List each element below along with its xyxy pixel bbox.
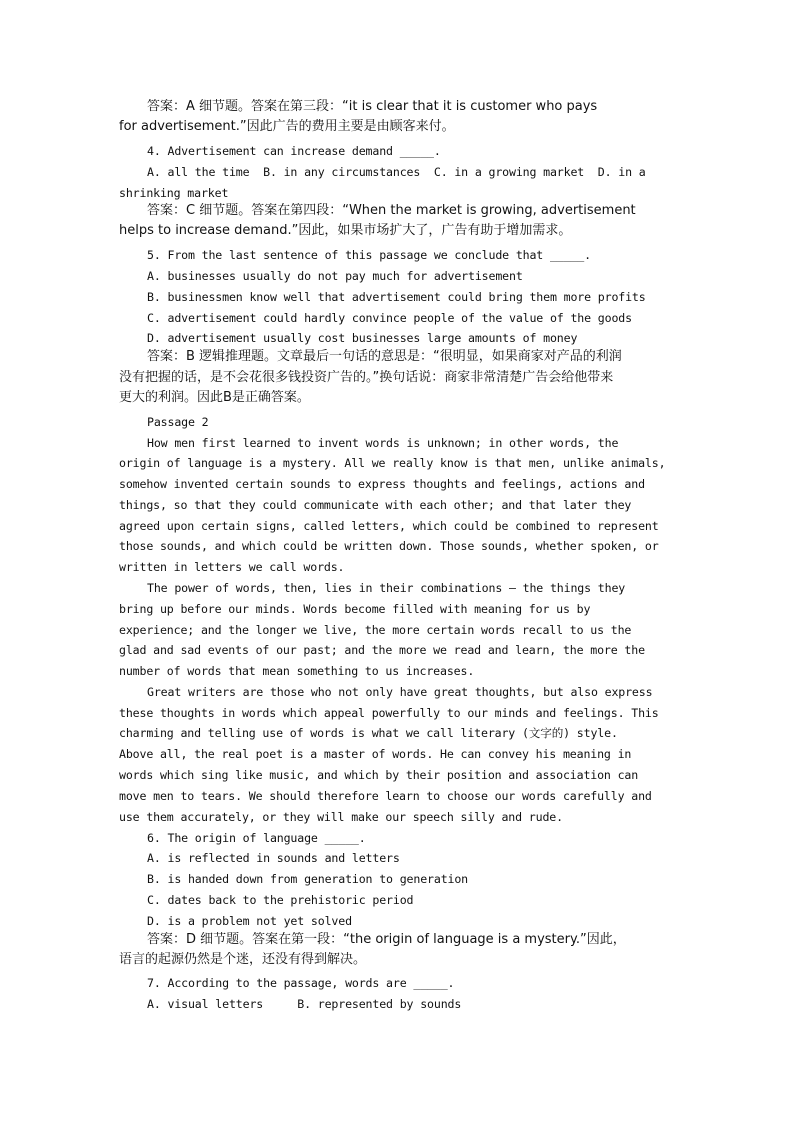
question-4: 4. Advertisement can increase demand _____. <box>147 144 441 158</box>
question-6-option-d: D. is a problem not yet solved <box>147 914 352 928</box>
passage-2-title: Passage 2 <box>147 415 209 429</box>
answer-6-line-1: 答案：D 细节题。答案在第一段：“the origin of language is a mystery.”因此， <box>147 932 626 947</box>
paragraph-2-line-2: bring up before our minds. Words become filled with meaning for us by <box>119 602 591 616</box>
paragraph-3-line-4: Above all, the real poet is a master of words. He can convey his meaning in <box>119 747 632 761</box>
question-6: 6. The origin of language _____. <box>147 831 366 845</box>
paragraph-1-line-6: those sounds, and which could be written down. Those sounds, whether spoken, or <box>119 539 659 553</box>
question-5-option-d: D. advertisement usually cost businesses large amounts of money <box>147 331 578 345</box>
answer-4-line-1: 答案：C 细节题。答案在第四段：“When the market is growing, advertisement <box>147 203 636 218</box>
answer-6-line-2: 语言的起源仍然是个迷，还没有得到解决。 <box>119 952 367 967</box>
paragraph-3-line-3: charming and telling use of words is what we call literary (文字的) style. <box>119 726 618 740</box>
paragraph-1-line-1: How men first learned to invent words is unknown; in other words, the <box>147 436 619 450</box>
answer-5-line-3: 更大的利润。因此B是正确答案。 <box>119 390 310 405</box>
paragraph-3-line-5: words which sing like music, and which by their position and association can <box>119 768 639 782</box>
question-5: 5. From the last sentence of this passage we conclude that _____. <box>147 248 591 262</box>
paragraph-3-line-2: these thoughts in words which appeal powerfully to our minds and feelings. This <box>119 706 659 720</box>
question-6-option-a: A. is reflected in sounds and letters <box>147 851 400 865</box>
paragraph-3-line-7: use them accurately, or they will make our speech silly and rude. <box>119 810 563 824</box>
answer-5-line-1: 答案：B 逻辑推理题。文章最后一句话的意思是：“很明显，如果商家对产品的利润 <box>147 349 622 364</box>
answer-4-line-2: helps to increase demand.”因此，如果市场扩大了，广告有助于增加需求。 <box>119 223 572 238</box>
question-6-option-b: B. is handed down from generation to generation <box>147 872 469 886</box>
question-7-options: A. visual letters B. represented by sounds <box>147 997 462 1011</box>
question-6-option-c: C. dates back to the prehistoric period <box>147 893 414 907</box>
answer-5-line-2: 没有把握的话，是不会花很多钱投资广告的。”换句话说：商家非常清楚广告会给他带来 <box>119 370 614 385</box>
paragraph-2-line-3: experience; and the longer we live, the more certain words recall to us the <box>119 623 632 637</box>
answer-3-line-1: 答案：A 细节题。答案在第三段：“it is clear that it is customer who pays <box>147 99 598 114</box>
paragraph-1-line-5: agreed upon certain signs, called letters, which could be combined to represent <box>119 519 659 533</box>
paragraph-1-line-4: things, so that they could communicate with each other; and that later they <box>119 498 632 512</box>
paragraph-2-line-4: glad and sad events of our past; and the more we read and learn, the more the <box>119 643 645 657</box>
question-5-option-b: B. businessmen know well that advertisement could bring them more profits <box>147 290 646 304</box>
answer-3-line-2: for advertisement.”因此广告的费用主要是由顾客来付。 <box>119 119 455 134</box>
question-5-option-a: A. businesses usually do not pay much for advertisement <box>147 269 523 283</box>
paragraph-3-line-6: move men to tears. We should therefore learn to choose our words carefully and <box>119 789 652 803</box>
question-5-option-c: C. advertisement could hardly convince people of the value of the goods <box>147 311 632 325</box>
paragraph-1-line-2: origin of language is a mystery. All we really know is that men, unlike animals, <box>119 456 666 470</box>
paragraph-1-line-7: written in letters we call words. <box>119 560 345 574</box>
paragraph-2-line-5: number of words that mean something to us increases. <box>119 664 475 678</box>
paragraph-1-line-3: somehow invented certain sounds to express thoughts and feelings, actions and <box>119 477 645 491</box>
paragraph-2-line-1: The power of words, then, lies in their combinations — the things they <box>147 581 626 595</box>
paragraph-3-line-1: Great writers are those who not only have great thoughts, but also express <box>147 685 653 699</box>
question-4-options: A. all the time B. in any circumstances C. in a growing market D. in a <box>147 165 646 179</box>
question-4-options-cont: shrinking market <box>119 186 229 200</box>
question-7: 7. According to the passage, words are _____. <box>147 976 455 990</box>
